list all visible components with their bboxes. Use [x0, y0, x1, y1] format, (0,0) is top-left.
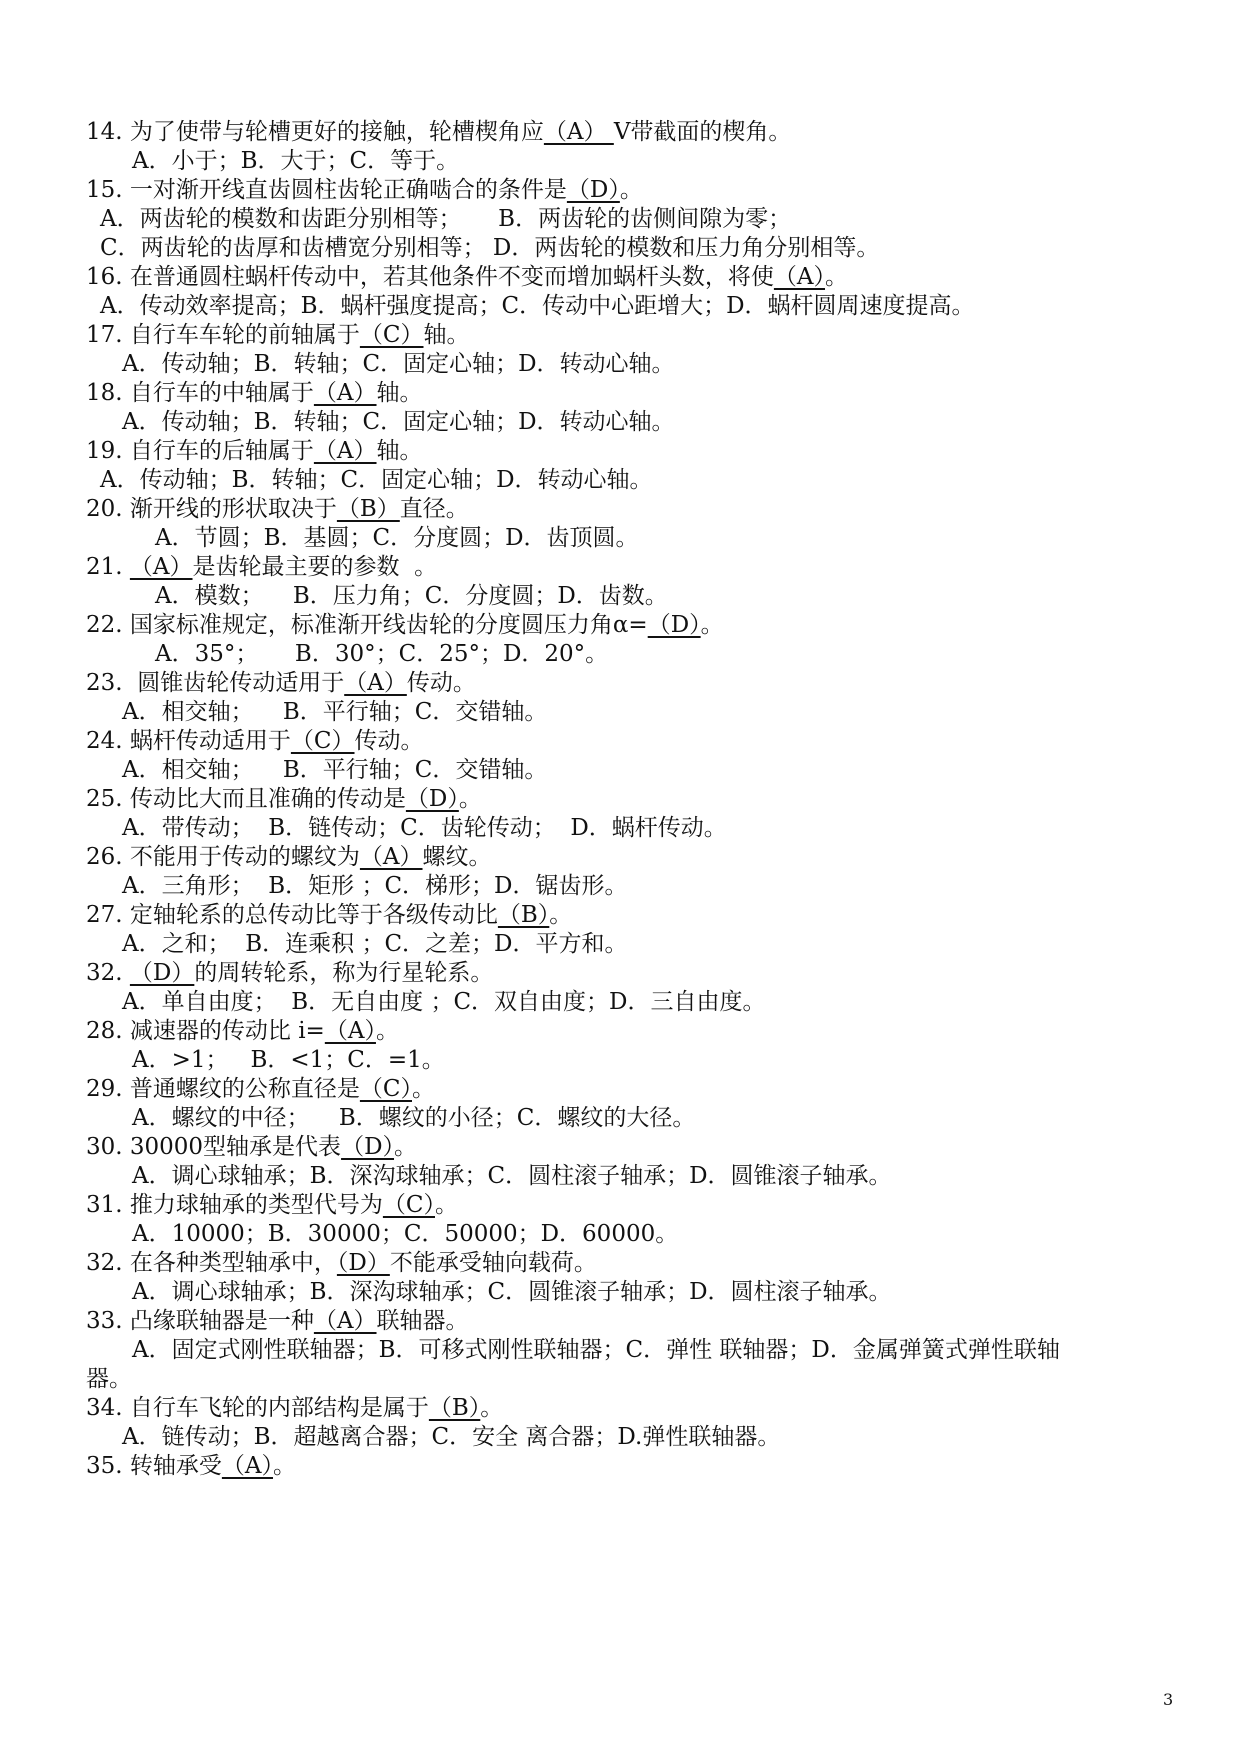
options-33-a: A．固定式刚性联轴器；B．可移式刚性联轴器；C．弹性 联轴器；D．金属弹簧式弹性联轴	[132, 1337, 1060, 1363]
question-21: 21. （A）是齿轮最主要的参数 。	[86, 554, 438, 580]
question-27: 27. 定轴轮系的总传动比等于各级传动比（B）。	[86, 902, 573, 928]
answer: （D）	[566, 177, 620, 203]
question-20: 20. 渐开线的形状取决于（B）直径。	[86, 496, 469, 522]
question-29: 29. 普通螺纹的公称直径是（C）。	[86, 1076, 435, 1102]
question-30: 30. 30000型轴承是代表（D）。	[86, 1134, 418, 1160]
options-19: A．传动轴；B．转轴；C．固定心轴；D．转动心轴。	[100, 467, 653, 493]
options-32b: A．调心球轴承；B．深沟球轴承；C．圆锥滚子轴承；D．圆柱滚子轴承。	[132, 1279, 892, 1305]
options-15-b: C．两齿轮的齿厚和齿槽宽分别相等； D．两齿轮的模数和压力角分别相等。	[100, 235, 880, 261]
question-28: 28. 减速器的传动比 i=（A）。	[86, 1018, 399, 1044]
answer: （C）	[359, 1076, 412, 1102]
question-18: 18. 自行车的中轴属于（A）轴。	[86, 380, 423, 406]
question-32a: 32. （D）的周转轮系，称为行星轮系。	[86, 960, 494, 986]
answer: （A）	[129, 554, 193, 580]
options-31: A．10000；B．30000；C．50000；D．60000。	[132, 1221, 679, 1247]
answer: （D）	[647, 612, 701, 638]
answer: （A）	[344, 670, 407, 696]
answer: （D）	[336, 1250, 390, 1276]
answer: （A）	[313, 1308, 377, 1334]
question-14: 14. 为了使带与轮槽更好的接触，轮槽楔角应（A） V带截面的楔角。	[86, 119, 792, 145]
options-24: A．相交轴； B．平行轴；C．交错轴。	[122, 757, 548, 783]
options-33-b: 器。	[86, 1366, 132, 1392]
question-31: 31. 推力球轴承的类型代号为（C）。	[86, 1192, 458, 1218]
options-21: A．模数； B．压力角；C．分度圆；D．齿数。	[155, 583, 668, 609]
options-34: A．链传动；B．超越离合器；C．安全 离合器；D.弹性联轴器。	[122, 1424, 781, 1450]
options-15-a: A．两齿轮的模数和齿距分别相等； B．两齿轮的齿侧间隙为零；	[100, 206, 792, 232]
options-32a: A．单自由度； B．无自由度 ；C．双自由度；D．三自由度。	[122, 989, 766, 1015]
question-26: 26. 不能用于传动的螺纹为（A）螺纹。	[86, 844, 492, 870]
answer: （A）	[313, 380, 377, 406]
answer: （C）	[359, 322, 424, 348]
answer: （C）	[382, 1192, 435, 1218]
answer: （B）	[497, 902, 550, 928]
answer: （A）	[359, 844, 423, 870]
answer: （D）	[405, 786, 459, 812]
question-24: 24. 蜗杆传动适用于（C）传动。	[86, 728, 424, 754]
question-33: 33. 凸缘联轴器是一种（A）联轴器。	[86, 1308, 469, 1334]
answer: （B）	[336, 496, 400, 522]
answer: （D）	[129, 960, 195, 986]
options-23: A．相交轴； B．平行轴；C．交错轴。	[122, 699, 548, 725]
answer: （C）	[290, 728, 355, 754]
answer: （A）	[313, 438, 377, 464]
answer: （D）	[341, 1134, 395, 1160]
answer: （B）	[428, 1395, 481, 1421]
question-32b: 32. 在各种类型轴承中，（D）不能承受轴向载荷。	[86, 1250, 597, 1276]
options-27: A．之和； B．连乘积 ；C．之差；D．平方和。	[122, 931, 628, 957]
question-25: 25. 传动比大而且准确的传动是（D）。	[86, 786, 482, 812]
options-18: A．传动轴；B．转轴；C．固定心轴；D．转动心轴。	[122, 409, 675, 435]
question-19: 19. 自行车的后轴属于（A）轴。	[86, 438, 423, 464]
options-22: A．35°； B．30°；C．25°；D．20°。	[155, 641, 609, 667]
question-22: 22. 国家标准规定，标准渐开线齿轮的分度圆压力角α=（D）。	[86, 612, 724, 638]
question-35: 35. 转轴承受（A）。	[86, 1453, 297, 1479]
options-28: A．>1； B．<1；C．=1。	[132, 1047, 445, 1073]
options-16: A．传动效率提高；B．蜗杆强度提高；C．传动中心距增大；D．蜗杆圆周速度提高。	[100, 293, 975, 319]
question-34: 34. 自行车飞轮的内部结构是属于（B）。	[86, 1395, 504, 1421]
answer: （A）	[543, 119, 614, 145]
options-26: A．三角形； B．矩形 ；C．梯形；D．锯齿形。	[122, 873, 628, 899]
answer: （A）	[324, 1018, 376, 1044]
question-16: 16. 在普通圆柱蜗杆传动中，若其他条件不变而增加蜗杆头数，将使（A）。	[86, 264, 849, 290]
options-14: A．小于；B．大于；C．等于。	[132, 148, 460, 174]
question-17: 17. 自行车车轮的前轴属于（C）轴。	[86, 322, 470, 348]
options-20: A．节圆；B．基圆；C．分度圆；D．齿顶圆。	[155, 525, 639, 551]
page-number: 3	[1163, 1690, 1174, 1709]
options-25: A．带传动； B．链传动；C．齿轮传动； D．蜗杆传动。	[122, 815, 727, 841]
question-23: 23. 圆锥齿轮传动适用于（A）传动。	[86, 670, 476, 696]
options-30: A．调心球轴承；B．深沟球轴承；C．圆柱滚子轴承；D．圆锥滚子轴承。	[132, 1163, 892, 1189]
answer: （A）	[221, 1453, 274, 1479]
options-29: A．螺纹的中径； B．螺纹的小径；C．螺纹的大径。	[132, 1105, 696, 1131]
question-15: 15. 一对渐开线直齿圆柱齿轮正确啮合的条件是（D）。	[86, 177, 643, 203]
answer: （A）	[773, 264, 826, 290]
options-17: A．传动轴；B．转轴；C．固定心轴；D．转动心轴。	[122, 351, 675, 377]
